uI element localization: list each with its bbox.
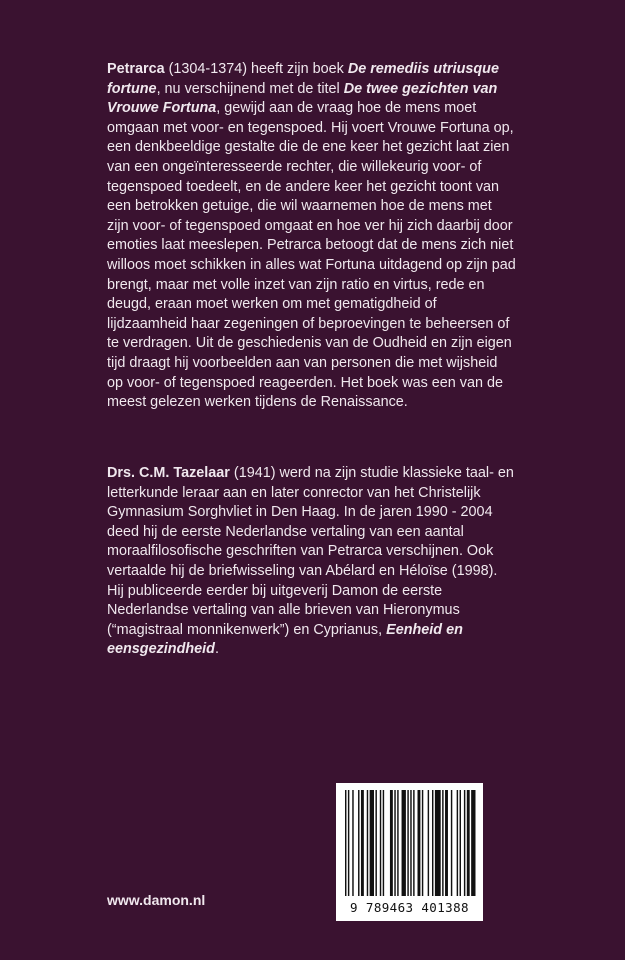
publisher-url[interactable]: www.damon.nl [107,892,206,908]
barcode-bar [422,790,423,896]
barcode-bar [457,790,458,896]
bio-text: . [214,641,219,658]
latin-title: De remediis utriusque fortune [107,61,499,97]
barcode-bar [435,790,441,896]
barcode-bar [460,790,461,896]
barcode-bar [390,790,393,896]
barcode-bar [348,790,349,896]
barcode-bar [467,790,470,896]
book-description [107,60,517,413]
barcode-bar [418,790,421,896]
barcode-bar [402,790,406,896]
dutch-title: De twee gezichten van Vrouwe Fortuna [107,80,498,117]
description-text: , nu verschijnend met de titel [156,80,344,97]
barcode [336,783,483,921]
barcode-bar [375,790,376,896]
bio-book-title: Eenheid en eensgezindheid [107,621,463,658]
barcode-bar [345,790,346,896]
barcode-bar [428,790,429,896]
barcode-bar [407,790,408,896]
barcode-bar [464,790,465,896]
barcode-bar [361,790,364,896]
barcode-bar [413,790,414,896]
isbn-number: 9 789463 401388 [350,900,469,915]
translator-bio [107,464,517,660]
barcode-bar [367,790,368,896]
author-name: Petrarca [107,61,165,77]
barcode-bar [352,790,353,896]
barcode-bar [394,790,395,896]
barcode-bar [358,790,359,896]
barcode-bar [397,790,398,896]
barcode-bar [432,790,433,896]
description-text: (1304-1374) heeft zijn boek [164,61,348,77]
barcode-bar [471,790,475,896]
barcode-bar [370,790,374,896]
barcode-bar [410,790,411,896]
translator-name: Drs. C.M. Tazelaar [107,465,230,481]
barcode-bar [451,790,452,896]
barcode-bar [383,790,384,896]
description-text: , gewijd aan de vraag hoe de mens moet omgaan met voor- en tegenspoed. Hij voert Vrouwe Fortuna op, een denkbeeldige gestalte die de ene keer het gezicht laat zien van een ongeïnteresseerde rechter, die willekeurig voor- of tegenspoed toedeelt, en de andere keer het gezicht toont van een betrokken getuige, die wil waarnemen hoe de mens met zijn voor- of tegenspoed omgaat en hoe ver hij zich daarbij door emoties laat meeslepen. Petrarca betoogt dat de mens zich niet willoos moet schikken in alles wat Fortuna uitdagend op zijn pad brengt, maar met volle inzet van zijn ratio en virtus, rede en deugd, eraan moet werken om met gematigdheid of lijdzaamheid haar zegeningen of beproevingen te beheersen of te verdragen. Uit de geschiedenis van de Oudheid en zijn eigen tijd draagt hij voorbeelden aan van personen die met wijsheid op voor- of tegenspoed reageerden. Het boek was een van de meest gelezen werken tijdens de Renaissance. [107,100,516,411]
barcode-bar [380,790,381,896]
bio-text: (1941) werd na zijn studie klassieke taal- en letterkunde leraar aan en later conrector van het Christelijk Gymnasium Sorghvliet in Den Haag. In de jaren 1990 - 2004 deed hij de eerste Nederlandse vertaling van een aantal moraalfilosofische geschriften van Petrarca verschijnen. Ook vertaalde hij de briefwisseling van Abélard en Héloïse (1998). Hij publiceerde eerder bij uitgeverij Damon de eerste Nederlandse vertaling van alle brieven van Hieronymus (“magistraal monnikenwerk”) en Cyprianus, [107,465,514,638]
barcode-bar [442,790,443,896]
barcode-bar [445,790,448,896]
